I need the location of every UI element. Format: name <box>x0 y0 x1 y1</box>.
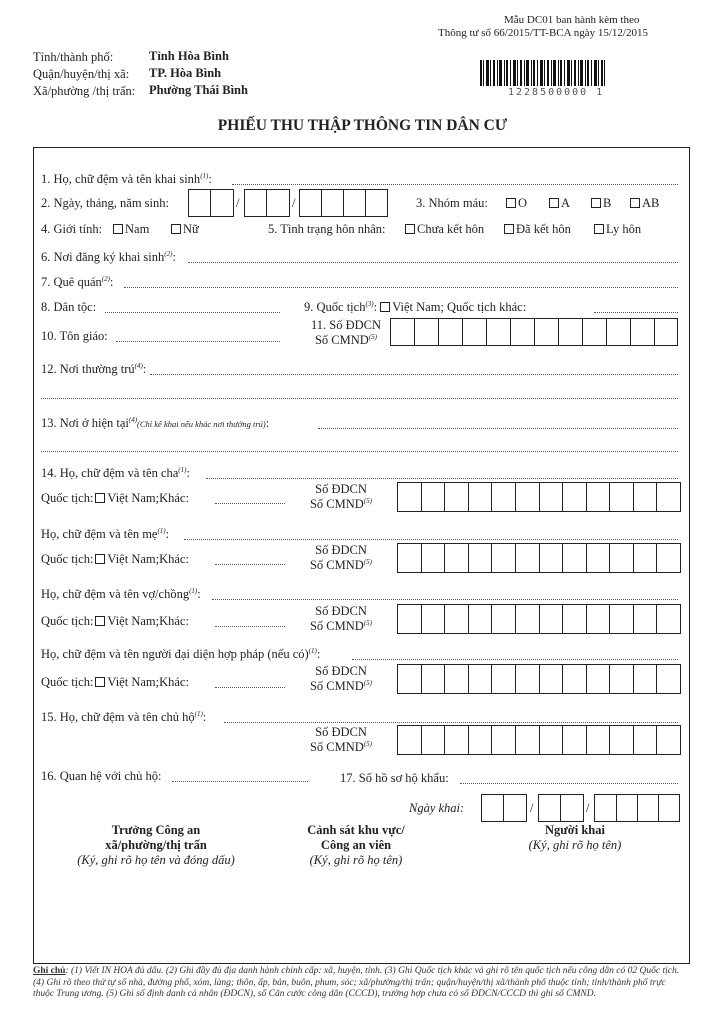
spouse-input[interactable] <box>212 599 678 600</box>
checkbox-icon <box>405 224 415 234</box>
mother-nationality-input[interactable] <box>215 564 285 565</box>
field-1-label: 1. Họ, chữ đệm và tên khai $\sinh^{(1)}$: <box>41 172 212 187</box>
field-15-input[interactable] <box>224 722 678 723</box>
blood-a[interactable]: A <box>549 196 570 211</box>
rep-input[interactable] <box>352 659 678 660</box>
birth-year-box[interactable] <box>299 189 388 217</box>
rep-label: Họ, chữ đệm và tên người đại diện hợp pháp (nếu có)$^{(1)}$: <box>41 647 321 662</box>
field-6-label: 6. Nơi đăng ký khai $\sinh^{(2)}$: <box>41 250 176 265</box>
field-6-input[interactable] <box>188 262 678 263</box>
field-3-label: 3. Nhóm máu: <box>416 196 488 210</box>
field-12-label: 12. Nơi thường trú$^{(4)}$: <box>41 362 147 377</box>
field-15-label: 15. Họ, chữ đệm và tên chủ hộ$^{(1)}$: <box>41 710 207 725</box>
field-12-input[interactable] <box>150 374 678 375</box>
field-9-input[interactable] <box>594 312 678 313</box>
checkbox-icon <box>380 302 390 312</box>
declare-month-box[interactable] <box>538 794 584 822</box>
father-nationality-input[interactable] <box>215 503 285 504</box>
field-14-input[interactable] <box>206 478 678 479</box>
spouse-id-label: Số ĐDCN Số CMND$^{(5)}$ <box>309 604 372 634</box>
form-code-line1: Mẫu DC01 ban hành kèm theo <box>504 14 640 26</box>
field-17-input[interactable] <box>460 783 678 784</box>
checkbox-icon <box>95 493 105 503</box>
field-17-label: 17. Số hồ sơ hộ khẩu: <box>340 771 449 785</box>
spouse-label: Họ, chữ đệm và tên vợ/chồng$^{(1)}$: <box>41 587 201 602</box>
field-14-label: 14. Họ, chữ đệm và tên cha$^{(1)}$: <box>41 466 190 481</box>
declare-date-label: Ngày khai: <box>409 801 465 815</box>
birth-day-box[interactable] <box>188 189 234 217</box>
barcode-number: 1228500000 1 <box>508 87 605 98</box>
checkbox-icon <box>171 224 181 234</box>
rep-id-label: Số ĐDCN Số CMND$^{(5)}$ <box>309 664 372 694</box>
marital-married[interactable]: Đã kết hôn <box>504 222 571 237</box>
mother-input[interactable] <box>184 539 678 540</box>
rep-nationality: Quốc tịch: Việt Nam;Khác: <box>41 675 189 689</box>
father-nationality: Quốc tịch: Việt Nam;Khác: <box>41 491 189 505</box>
checkbox-icon <box>594 224 604 234</box>
field-13-label: 13. Nơi ở hiện tại$^{(4)}$(Chỉ kê khai nếu khác nơi thường trú): <box>41 416 270 431</box>
field-4-label: 4. Giới tính: <box>41 222 103 236</box>
gender-female[interactable]: Nữ <box>171 222 199 237</box>
checkbox-icon <box>504 224 514 234</box>
field-5-label: 5. Tình trạng hôn nhân: <box>268 222 386 236</box>
field-16-label: 16. Quan hệ với chủ hộ: <box>41 769 162 783</box>
id-box-father[interactable] <box>397 482 681 512</box>
field-9-label: 9. Quốc tịch$^{(3)}$: Việt Nam; Quốc tịch khác: <box>304 300 527 315</box>
ward-value: Phường Thái Bình <box>149 83 248 97</box>
declare-day-box[interactable] <box>481 794 527 822</box>
id-box-head[interactable] <box>397 725 681 755</box>
gender-male[interactable]: Nam <box>113 222 149 237</box>
checkbox-icon <box>95 616 105 626</box>
signature-area-police: Cảnh sát khu vực/ Công an viên (Ký, ghi rõ họ tên) <box>307 823 405 867</box>
father-id-label: Số ĐDCN Số CMND$^{(5)}$ <box>309 482 372 512</box>
marital-single[interactable]: Chưa kết hôn <box>405 222 484 237</box>
mother-label: Họ, chữ đệm và tên mẹ$^{(1)}$: <box>41 527 170 542</box>
province-value: Tỉnh Hòa Bình <box>149 49 229 63</box>
birth-month-box[interactable] <box>244 189 290 217</box>
page-title: PHIẾU THU THẬP THÔNG TIN DÂN CƯ <box>217 117 508 134</box>
signature-police-chief: Trưởng Công an xã/phường/thị trấn (Ký, ghi rõ họ tên và đóng dấu) <box>77 823 235 867</box>
blood-b[interactable]: B <box>591 196 611 211</box>
footnote: Ghi chú: (1) Viết IN HOA đủ dấu. (2) Ghi đầy đủ địa danh hành chính cấp: xã, huyện, tỉnh. (3) Ghi Quốc tịch khác và ghi rõ tên quốc tịch nếu công dân có 02 Quốc tịch. (4) Ghi rõ theo thứ tự số nhà, đường phố, xóm, làng; thôn, ấp, bản, buôn, phum, sóc; xã/phường/thị trấn; quận/huyện/thị xã/thành phố thuộc tỉnh; tỉnh/thành phố trực thuộc Trung ương. (5) Ghi số định danh cá nhân (ĐDCN), số Căn cước công dân (CCCD), trường hợp chưa có số ĐDCN/CCCD thì ghi số CMND. <box>33 966 680 999</box>
form-code-line2: Thông tư số 66/2015/TT-BCA ngày 15/12/2015 <box>438 27 648 39</box>
head-id-label: Số ĐDCN Số CMND$^{(5)}$ <box>309 725 372 755</box>
checkbox-icon <box>630 198 640 208</box>
field-7-input[interactable] <box>124 287 678 288</box>
field-8-input[interactable] <box>105 312 280 313</box>
id-box-rep[interactable] <box>397 664 681 694</box>
blood-o[interactable]: O <box>506 196 527 211</box>
field-12-input-line2[interactable] <box>41 398 678 399</box>
rep-nationality-input[interactable] <box>215 687 285 688</box>
field-13-input[interactable] <box>318 428 678 429</box>
field-1-input[interactable] <box>232 184 678 185</box>
declare-year-box[interactable] <box>594 794 680 822</box>
barcode-icon <box>480 60 605 86</box>
field-13-input-line2[interactable] <box>41 451 678 452</box>
checkbox-icon <box>506 198 516 208</box>
mother-nationality: Quốc tịch: Việt Nam;Khác: <box>41 552 189 566</box>
field-8-label: 8. Dân tộc: <box>41 300 97 314</box>
field-2-label: 2. Ngày, tháng, năm sinh: <box>41 196 169 210</box>
district-label: Quận/huyện/thị xã: <box>33 67 130 81</box>
checkbox-icon <box>95 677 105 687</box>
field-10-label: 10. Tôn giáo: <box>41 329 108 343</box>
id-box-mother[interactable] <box>397 543 681 573</box>
field-7-label: 7. Quê quán$^{(2)}$: <box>41 275 114 290</box>
id-box-self[interactable] <box>390 318 678 346</box>
field-16-input[interactable] <box>172 781 308 782</box>
signature-declarant: Người khai (Ký, ghi rõ họ tên) <box>528 823 622 852</box>
spouse-nationality: Quốc tịch: Việt Nam;Khác: <box>41 614 189 628</box>
field-11-label: 11. Số ĐDCN Số CMND$^{(5)}$ <box>310 318 382 348</box>
checkbox-icon <box>591 198 601 208</box>
mother-id-label: Số ĐDCN Số CMND$^{(5)}$ <box>309 543 372 573</box>
province-label: Tỉnh/thành phố: <box>33 50 114 64</box>
blood-ab[interactable]: AB <box>630 196 659 211</box>
marital-divorced[interactable]: Ly hôn <box>594 222 641 237</box>
ward-label: Xã/phường /thị trấn: <box>33 84 136 98</box>
field-10-input[interactable] <box>116 341 280 342</box>
spouse-nationality-input[interactable] <box>215 626 285 627</box>
checkbox-icon <box>549 198 559 208</box>
id-box-spouse[interactable] <box>397 604 681 634</box>
checkbox-icon <box>113 224 123 234</box>
district-value: TP. Hòa Bình <box>149 66 222 80</box>
checkbox-icon <box>95 554 105 564</box>
